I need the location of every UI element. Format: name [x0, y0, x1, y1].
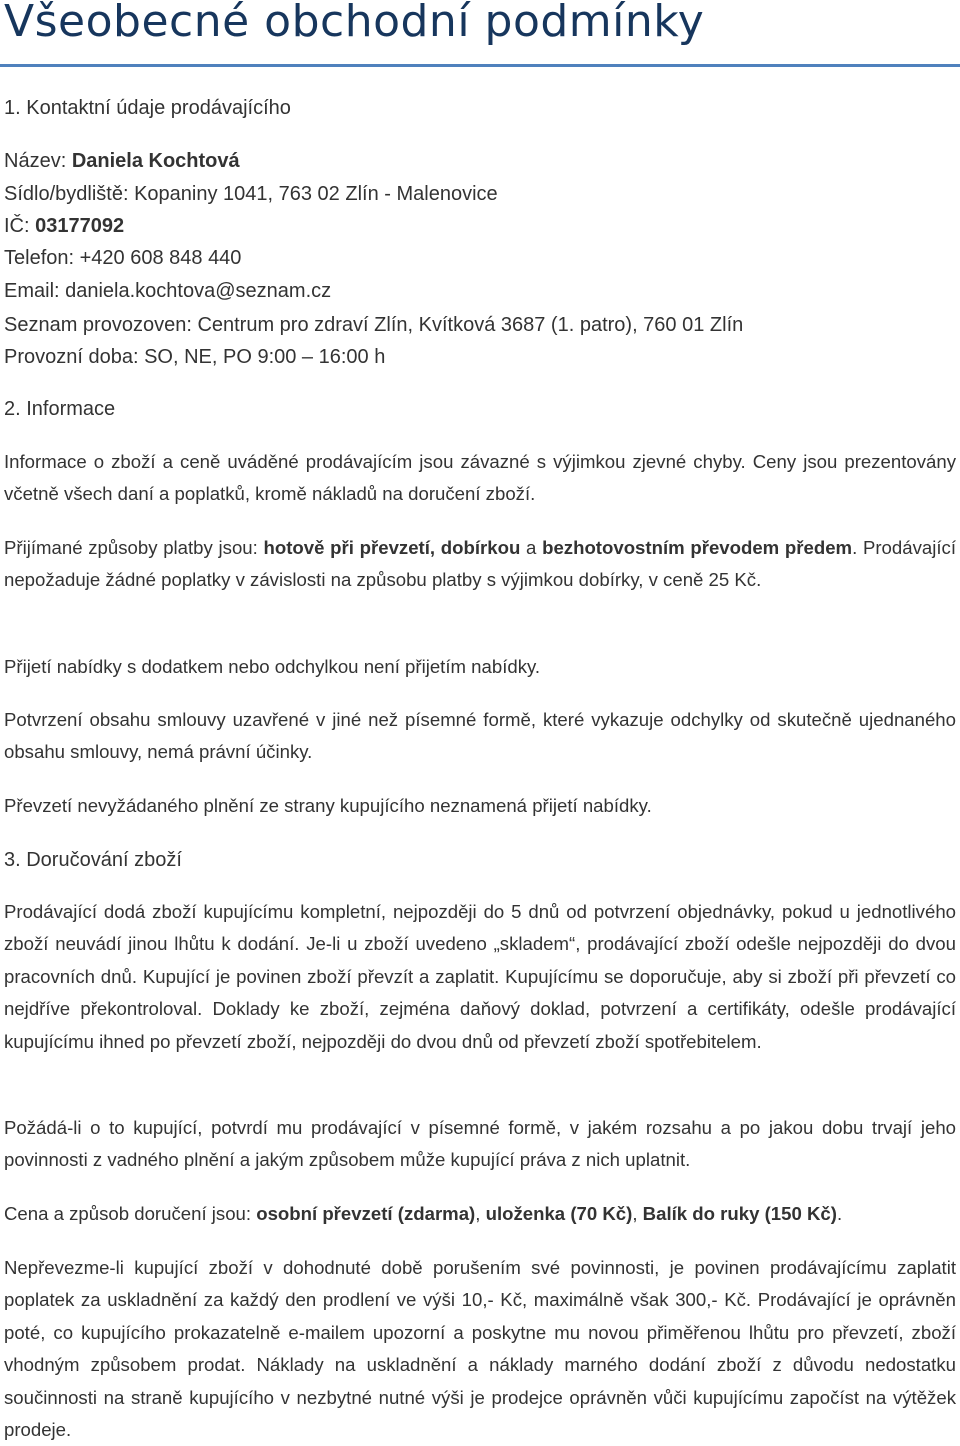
seller-ic [4, 214, 124, 238]
information-paragraph-contract: Potvrzení obsahu smlouvy uzavřené v jiné než písemné formě, které vykazuje odchylky od skutečně ujednaného obsahu smlouvy, nemá právní účinky. [4, 709, 956, 763]
information-paragraph-prices: Informace o zboží a ceně uváděné prodávajícím jsou závazné s výjimkou zjevné chyby. Ceny jsou prezentovány včetně všech daní a poplatků, kromě nákladů na doručení zboží. [4, 451, 956, 505]
title-underline [0, 64, 960, 67]
payment-methods-transfer: bezhotovostním převodem předem [542, 537, 853, 558]
delivery-paragraph-prices [4, 1198, 956, 1230]
delivery-sep-1: , [475, 1203, 486, 1224]
delivery-option-pickup: osobní převzetí (zdarma) [256, 1203, 476, 1224]
payment-and: a [520, 537, 543, 558]
delivery-prices-intro: Cena a způsob doručení jsou: [4, 1203, 257, 1224]
seller-ic-value: 03177092 [35, 215, 125, 237]
delivery-sep-2: , [632, 1203, 643, 1224]
seller-email: Email: daniela.kochtova@seznam.cz [4, 280, 332, 302]
information-paragraph-offer: Přijetí nabídky s dodatkem nebo odchylkou není přijetím nabídky. [4, 656, 541, 677]
delivery-paragraph-storage: Nepřevezme-li kupující zboží v dohodnuté době porušením své povinnosti, je povinen prodávajícímu zaplatit poplatek za uskladnění za každý den prodlení ve výši 10,- Kč, maximálně však 300,- Kč. Prodávající je oprávněn poté, co kupujícího prokazatelně e-mailem upozorní a poskytne mu novou přiměřenou lhůtu pro převzetí, zboží vhodným způsobem prodat. Náklady na uskladnění a náklady marného dodání zboží z důvodu nedostatku součinnosti na straně kupujícího v nezbytné nutné výši je prodejce oprávněn vůči kupujícímu započíst na výtěžek prodeje. [4, 1257, 956, 1441]
seller-name-value: Daniela Kochtová [71, 150, 240, 172]
delivery-paragraph-terms: Prodávající dodá zboží kupujícímu kompletní, nejpozději do 5 dnů od potvrzení objednávky, pokud u jednotlivého zboží neuvádí jinou lhůtu k dodání. Je-li u zboží uvedeno „skladem“, prodávající zboží odešle nejpozději do dvou pracovních dnů. Kupující je povinen zboží převzít a zaplatit. Kupujícímu se doporučuje, aby si zboží při převzetí co nejdříve překontroloval. Doklady ke zboží, zejména daňový doklad, potvrzení a certifikáty, odešle prodávající kupujícímu ihned po převzetí zboží, nejpozději do dvou dnů od převzetí zboží spotřebitelem. [4, 901, 956, 1052]
delivery-end: . [836, 1203, 843, 1224]
seller-name-label: Název: [4, 150, 67, 172]
payment-intro: Přijímané způsoby platby jsou: [4, 537, 264, 558]
page-title: Všeobecné obchodní podmínky [4, 0, 705, 47]
seller-ic-label: IČ: [4, 215, 30, 237]
section-heading-delivery: 3. Doručování zboží [4, 849, 182, 871]
section-heading-information: 2. Informace [4, 398, 116, 420]
delivery-option-ulozenka: uloženka (70 Kč) [485, 1203, 633, 1224]
payment-rest: . Prodávající nepožaduje žádné poplatky v závislosti na způsobu platby s výjimkou dobírky, v ceně 25 Kč. [4, 537, 956, 591]
seller-branches: Seznam provozoven: Centrum pro zdraví Zlín, Kvítková 3687 (1. patro), 760 01 Zlín [4, 314, 744, 336]
seller-phone: Telefon: +420 608 848 440 [4, 247, 242, 269]
delivery-option-parcel: Balík do ruky (150 Kč) [642, 1203, 837, 1224]
seller-name [4, 149, 240, 173]
section-heading-contacts: 1. Kontaktní údaje prodávajícího [4, 97, 291, 119]
payment-methods-cash: hotově při převzetí, dobírkou [263, 537, 521, 558]
information-paragraph-payment [4, 532, 956, 597]
delivery-paragraph-warranty: Požádá-li o to kupující, potvrdí mu prodávající v písemné formě, v jakém rozsahu a po jakou dobu trvají jeho povinnosti z vadného plnění a jakým způsobem může kupující práva z nich uplatnit. [4, 1117, 956, 1171]
seller-address: Sídlo/bydliště: Kopaniny 1041, 763 02 Zlín - Malenovice [4, 183, 498, 205]
information-paragraph-unsolicited: Převzetí nevyžádaného plnění ze strany kupujícího neznamená přijetí nabídky. [4, 795, 652, 816]
seller-opening-hours: Provozní doba: SO, NE, PO 9:00 – 16:00 h [4, 346, 386, 368]
